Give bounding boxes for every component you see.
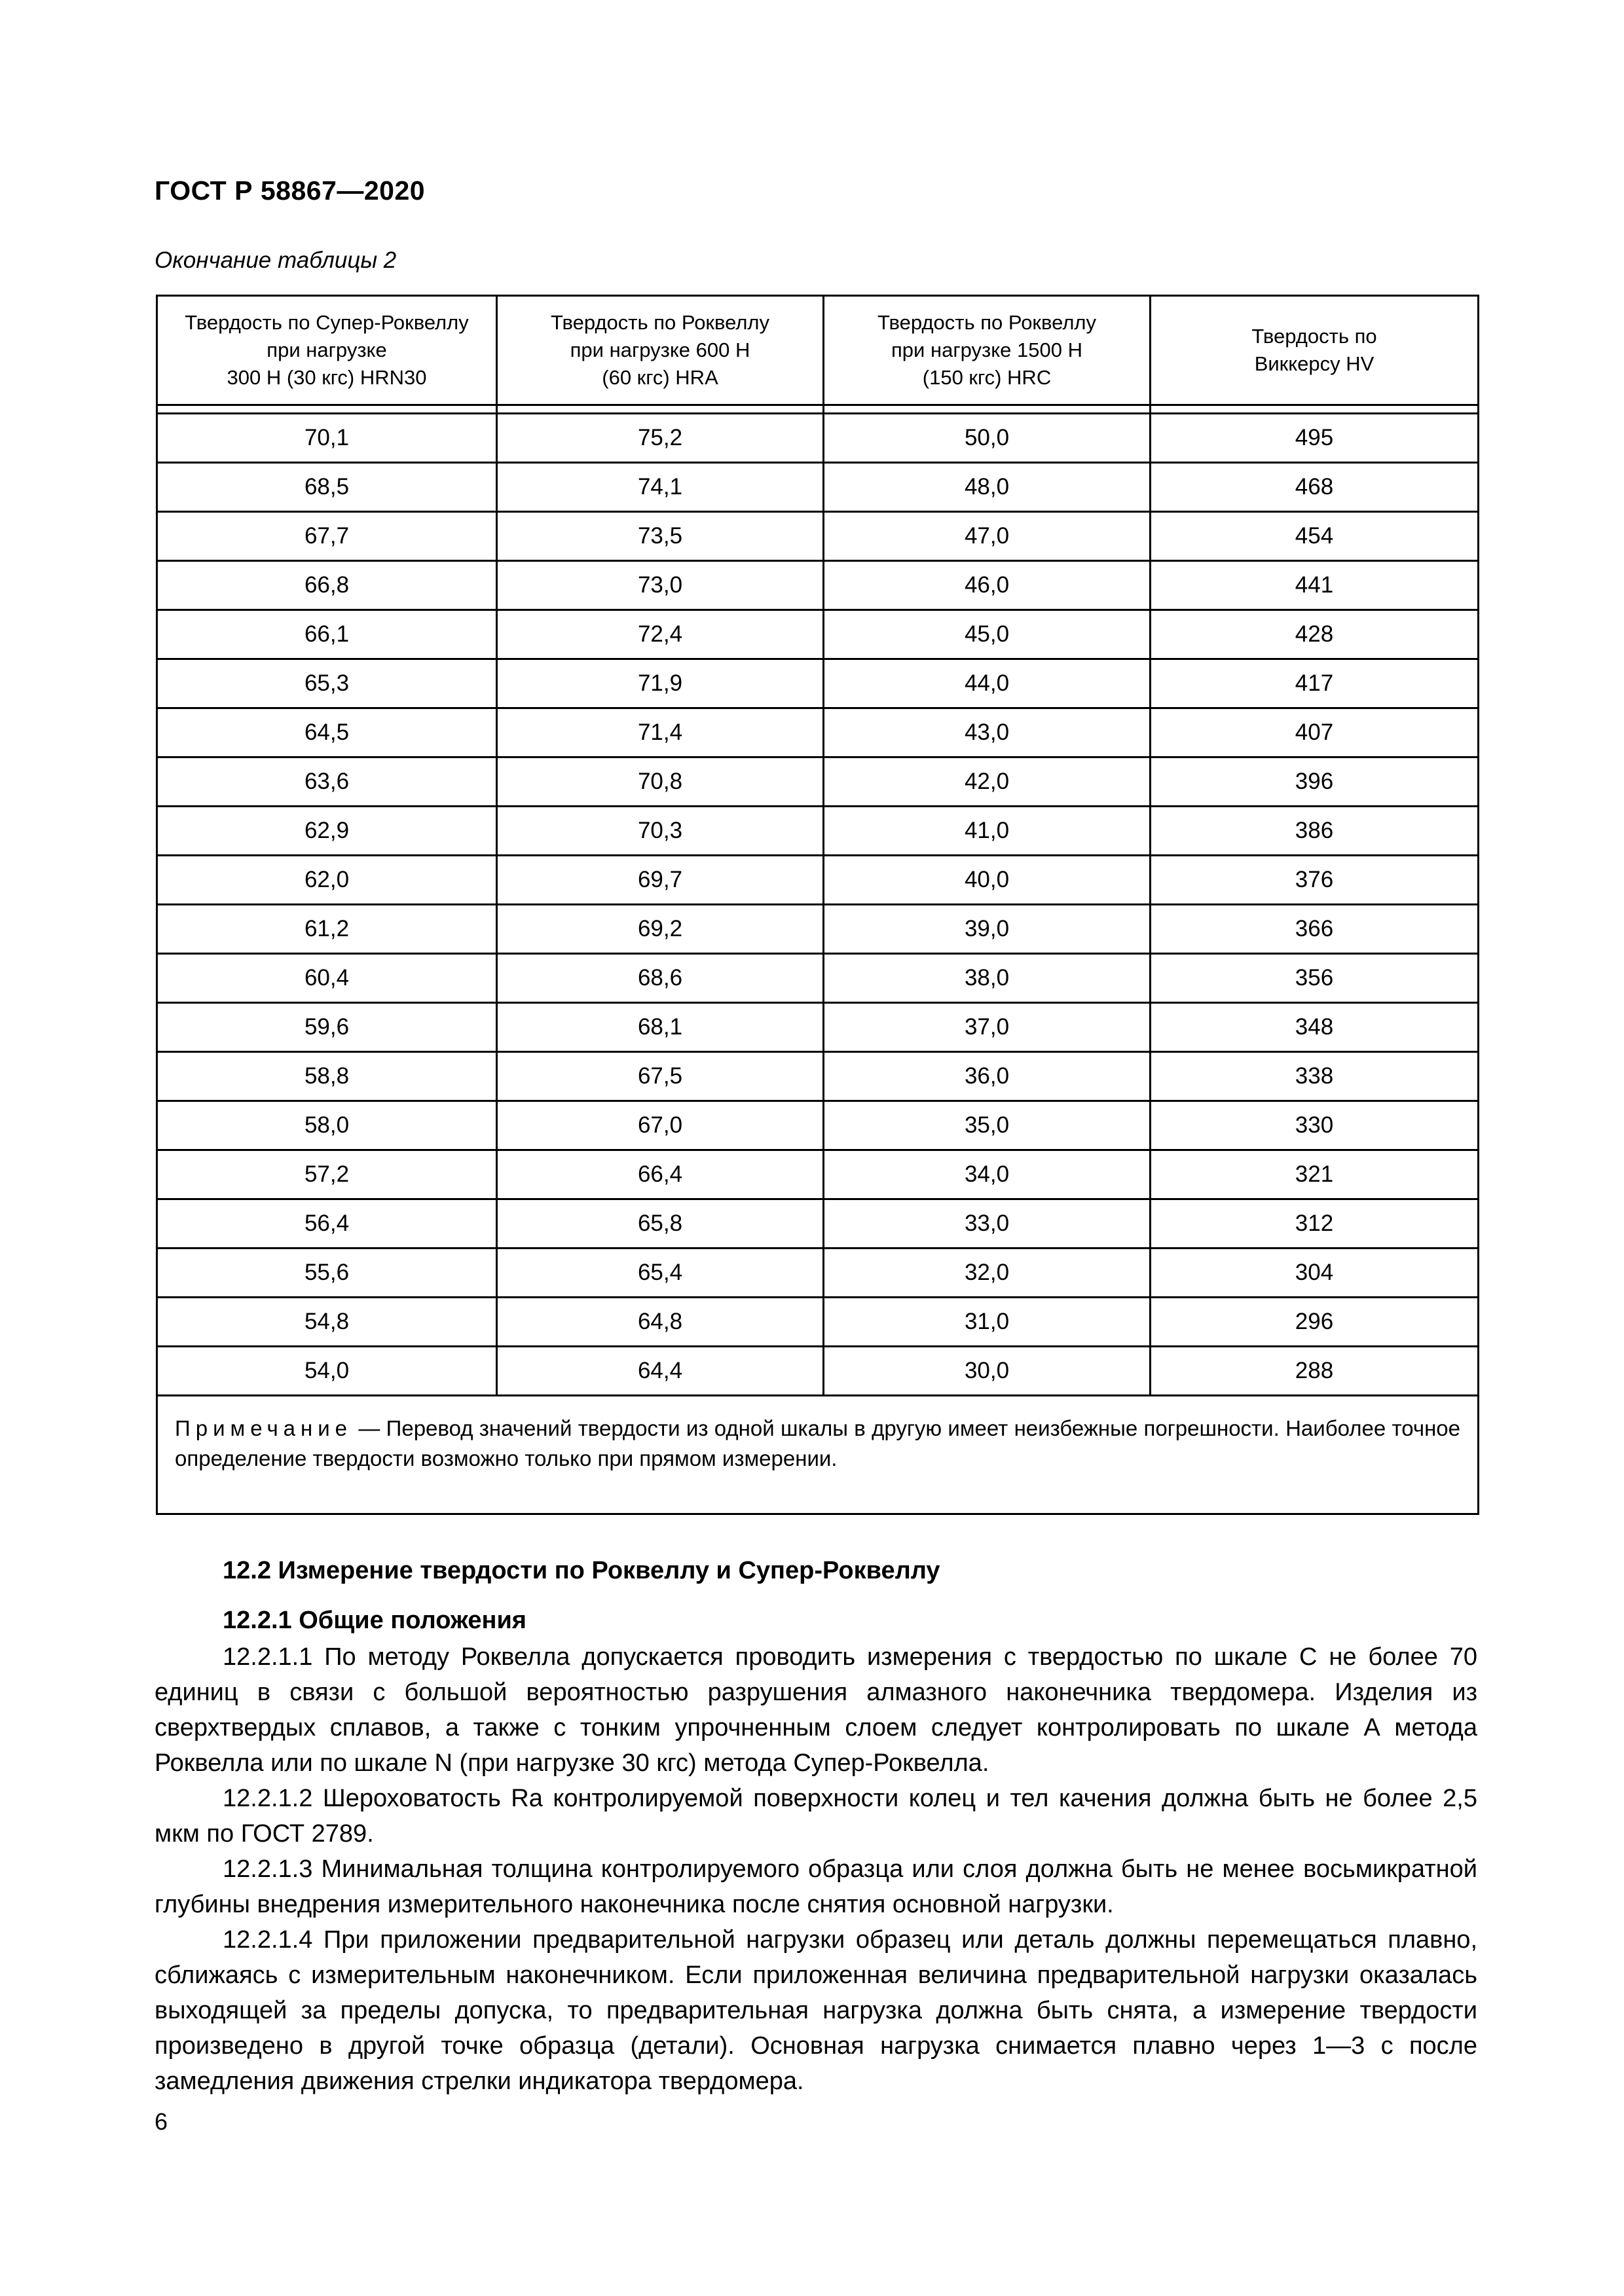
table-row xyxy=(157,610,1479,659)
table-row xyxy=(157,561,1479,610)
table-cell: 63,6 xyxy=(157,757,497,807)
table-cell: 38,0 xyxy=(824,954,1151,1003)
table-cell: 441 xyxy=(1151,561,1479,610)
table-cell: 67,5 xyxy=(497,1052,824,1101)
table-cell: 41,0 xyxy=(824,807,1151,856)
table-cell: 73,5 xyxy=(497,512,824,561)
table-cell: 74,1 xyxy=(497,463,824,512)
page-number: 6 xyxy=(155,2108,168,2135)
paragraph-12-2-1-3: 12.2.1.3 Минимальная толщина контролируемого образца или слоя должна быть не менее восьмикратной глубины внедрения измерительного наконечника после снятия основной нагрузки. xyxy=(155,1855,1477,1918)
table-cell: 50,0 xyxy=(824,414,1151,463)
table-cell: 58,0 xyxy=(157,1101,497,1150)
table-cell: 43,0 xyxy=(824,708,1151,757)
table-cell: 56,4 xyxy=(157,1199,497,1248)
table-cell: 35,0 xyxy=(824,1101,1151,1150)
note-text: — Перевод значений твердости из одной шкалы в другую имеет неизбежные погрешности. Наиболее точное определение твердости возможно только при прямом измерении. xyxy=(175,1416,1460,1470)
column-header-hrn30: Твердость по Супер-Роквеллу при нагрузке 300 Н (30 кгс) HRN30 xyxy=(157,296,497,405)
table-cell: 36,0 xyxy=(824,1052,1151,1101)
table-cell: 66,4 xyxy=(497,1150,824,1199)
table-cell: 62,0 xyxy=(157,856,497,905)
table-cell: 55,6 xyxy=(157,1248,497,1298)
table-note-row xyxy=(157,1396,1479,1514)
table-cell: 348 xyxy=(1151,1003,1479,1052)
table-cell: 32,0 xyxy=(824,1248,1151,1298)
table-cell: 70,8 xyxy=(497,757,824,807)
table-cell: 68,1 xyxy=(497,1003,824,1052)
table-cell: 312 xyxy=(1151,1199,1479,1248)
table-cell: 495 xyxy=(1151,414,1479,463)
table-cell: 64,8 xyxy=(497,1298,824,1347)
table-note xyxy=(157,1396,1479,1514)
table-cell: 45,0 xyxy=(824,610,1151,659)
table-cell: 58,8 xyxy=(157,1052,497,1101)
table-caption: Окончание таблицы 2 xyxy=(155,247,397,273)
paragraph-12-2-1-2: 12.2.1.2 Шероховатость Ra контролируемой поверхности колец и тел качения должна быть не более 2,5 мкм по ГОСТ 2789. xyxy=(155,1785,1477,1848)
table-cell: 71,4 xyxy=(497,708,824,757)
table-cell: 68,6 xyxy=(497,954,824,1003)
table-cell: 37,0 xyxy=(824,1003,1151,1052)
table-cell: 54,0 xyxy=(157,1347,497,1396)
table-cell: 330 xyxy=(1151,1101,1479,1150)
table-cell: 376 xyxy=(1151,856,1479,905)
table-cell: 407 xyxy=(1151,708,1479,757)
table-row xyxy=(157,1347,1479,1396)
table-cell: 69,7 xyxy=(497,856,824,905)
table-cell: 356 xyxy=(1151,954,1479,1003)
table-cell: 396 xyxy=(1151,757,1479,807)
table-cell: 65,8 xyxy=(497,1199,824,1248)
table-row xyxy=(157,807,1479,856)
table-cell: 75,2 xyxy=(497,414,824,463)
table-cell: 70,3 xyxy=(497,807,824,856)
table-cell: 34,0 xyxy=(824,1150,1151,1199)
table-cell: 304 xyxy=(1151,1248,1479,1298)
note-lead: Примечание xyxy=(175,1416,353,1440)
table-cell: 71,9 xyxy=(497,659,824,708)
section-heading: 12.2 Измерение твердости по Роквеллу и Супер-Роквеллу xyxy=(223,1557,940,1584)
table-cell: 30,0 xyxy=(824,1347,1151,1396)
table-cell: 59,6 xyxy=(157,1003,497,1052)
table-cell: 428 xyxy=(1151,610,1479,659)
table-cell: 64,5 xyxy=(157,708,497,757)
header-separator xyxy=(157,405,1479,414)
table-cell: 70,1 xyxy=(157,414,497,463)
table-cell: 296 xyxy=(1151,1298,1479,1347)
table-header-row xyxy=(157,296,1479,405)
table-row xyxy=(157,856,1479,905)
paragraph-12-2-1-1: 12.2.1.1 По методу Роквелла допускается проводить измерения с твердостью по шкале С не более 70 единиц в связи с большой вероятностью разрушения алмазного наконечника твердомера. Изделия из сверхтвердых сплавов, а также с тонким упрочненным слоем следует контролировать по шкале А метода Роквелла или по шкале N (при нагрузке 30 кгс) метода Супер-Роквелла. xyxy=(155,1643,1477,1777)
table-cell: 66,8 xyxy=(157,561,497,610)
column-header-hv: Твердость по Виккерсу HV xyxy=(1151,296,1479,405)
table-cell: 39,0 xyxy=(824,905,1151,954)
table-row xyxy=(157,757,1479,807)
table-cell: 54,8 xyxy=(157,1298,497,1347)
table-cell: 73,0 xyxy=(497,561,824,610)
document-id: ГОСТ Р 58867—2020 xyxy=(155,175,426,206)
table-row xyxy=(157,1003,1479,1052)
table-cell: 42,0 xyxy=(824,757,1151,807)
table-cell: 68,5 xyxy=(157,463,497,512)
table-cell: 386 xyxy=(1151,807,1479,856)
table-row xyxy=(157,954,1479,1003)
table-row xyxy=(157,659,1479,708)
table-cell: 454 xyxy=(1151,512,1479,561)
table-cell: 44,0 xyxy=(824,659,1151,708)
table-cell: 64,4 xyxy=(497,1347,824,1396)
table-cell: 338 xyxy=(1151,1052,1479,1101)
table-cell: 65,3 xyxy=(157,659,497,708)
table-row xyxy=(157,1052,1479,1101)
table-body xyxy=(157,414,1479,1396)
table-cell: 60,4 xyxy=(157,954,497,1003)
table-cell: 288 xyxy=(1151,1347,1479,1396)
section-body xyxy=(155,1639,1477,2099)
table-cell: 468 xyxy=(1151,463,1479,512)
table-row xyxy=(157,1248,1479,1298)
table-cell: 366 xyxy=(1151,905,1479,954)
column-header-hrc: Твердость по Роквеллу при нагрузке 1500 Н (150 кгс) HRC xyxy=(824,296,1151,405)
table-cell: 31,0 xyxy=(824,1298,1151,1347)
table-row xyxy=(157,512,1479,561)
table-cell: 40,0 xyxy=(824,856,1151,905)
hardness-table xyxy=(156,295,1479,1515)
paragraph-12-2-1-4: 12.2.1.4 При приложении предварительной нагрузки образец или деталь должны перемещаться плавно, сближаясь с измерительным наконечником. Если приложенная величина предварительной нагрузки оказалась выходящей за пределы допуска, то предварительная нагрузка должна быть снята, а измерение твердости произведено в другой точке образца (детали). Основная нагрузка снимается плавно через 1—3 с после замедления движения стрелки индикатора твердомера. xyxy=(155,1926,1477,2095)
table-row xyxy=(157,1150,1479,1199)
table-cell: 47,0 xyxy=(824,512,1151,561)
table-cell: 62,9 xyxy=(157,807,497,856)
table-cell: 321 xyxy=(1151,1150,1479,1199)
table-row xyxy=(157,708,1479,757)
table-cell: 65,4 xyxy=(497,1248,824,1298)
table-cell: 46,0 xyxy=(824,561,1151,610)
subsection-heading: 12.2.1 Общие положения xyxy=(223,1607,526,1634)
table-row xyxy=(157,905,1479,954)
table-cell: 67,0 xyxy=(497,1101,824,1150)
table-cell: 66,1 xyxy=(157,610,497,659)
table-row xyxy=(157,463,1479,512)
table-cell: 417 xyxy=(1151,659,1479,708)
table-row xyxy=(157,1199,1479,1248)
table-cell: 67,7 xyxy=(157,512,497,561)
table-row xyxy=(157,414,1479,463)
table-cell: 33,0 xyxy=(824,1199,1151,1248)
table-cell: 72,4 xyxy=(497,610,824,659)
table-cell: 61,2 xyxy=(157,905,497,954)
table-cell: 69,2 xyxy=(497,905,824,954)
column-header-hra: Твердость по Роквеллу при нагрузке 600 Н (60 кгс) HRA xyxy=(497,296,824,405)
table-cell: 48,0 xyxy=(824,463,1151,512)
table-row xyxy=(157,1101,1479,1150)
table-cell: 57,2 xyxy=(157,1150,497,1199)
table-row xyxy=(157,1298,1479,1347)
